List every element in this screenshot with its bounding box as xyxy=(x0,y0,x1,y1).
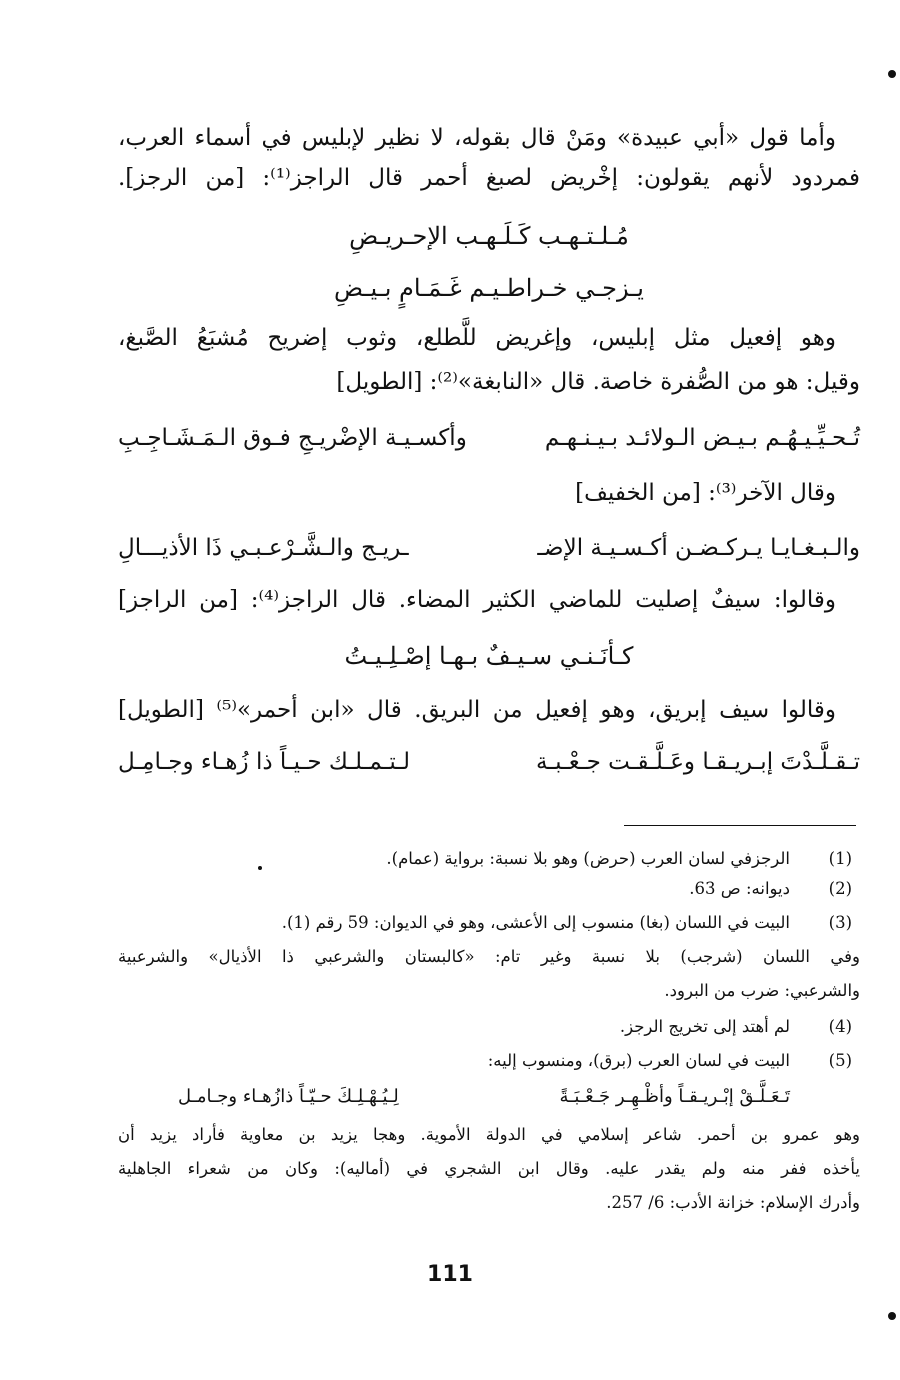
footnote-number: (2) xyxy=(828,879,852,898)
paragraph-line: وقيل: هو من الصُّفرة خاصة. قال «النابغة»⁽²⁾: [الطويل] xyxy=(336,369,860,395)
footnote-text: الرجزفي لسان العرب (حرض) وهو بلا نسبة: برواية (عمام). xyxy=(386,849,790,868)
paragraph-line: وقالوا سيف إبريق، وهو إفعيل من البريق. قال «ابن أحمر»⁽⁵⁾ [الطويل] xyxy=(118,697,837,723)
footnote-continuation: وفي اللسان (شرجب) بلا نسبة وغير تام: «كالبستان والشرعبي ذا الأذيال» والشرعبية xyxy=(118,947,860,966)
verse-first-hemistich: تُـحـيِّـيـهُـم بـيـض الـولائـد بـيـنـهـم xyxy=(544,425,860,451)
footnote-number: (4) xyxy=(828,1017,852,1036)
scan-mark xyxy=(888,70,896,78)
paragraph-line: وهو إفعيل مثل إبليس، وإغريض للَّطلع، وثوب إضريح مُشبَعُ الصَّبغ، xyxy=(118,325,836,351)
footnote-continuation: والشرعبي: ضرب من البرود. xyxy=(664,981,860,1000)
verse-second-hemistich: وأكسـيـة الإضْريـجِ فـوق الـمَـشَـاجِـبِ xyxy=(118,425,467,451)
verse-second-hemistich: ـريـج والـشَّـرْعـبـي ذَا الأذيـــالِ xyxy=(118,535,409,561)
paragraph-line: وقالوا: سيفٌ إصليت للماضي الكثير المضاء. قال الراجز⁽⁴⁾: [من الراجز] xyxy=(118,587,836,613)
verse-line: كـأنَـنـي سـيـفٌ بـهـا إصْـلِـيـتُ xyxy=(344,642,634,670)
footnote-text: البيت في لسان العرب (برق)، ومنسوب إليه: xyxy=(487,1051,790,1070)
paragraph-line: وقال الآخر⁽³⁾: [من الخفيف] xyxy=(575,480,836,506)
footnote-text: البيت في اللسان (بغا) منسوب إلى الأعشى، وهو في الديوان: 59 رقم (1). xyxy=(281,913,790,932)
footnote-number: (5) xyxy=(828,1051,852,1070)
paragraph-line: فمردود لأنهم يقولون: إخْريض لصبغ أحمر قال الراجز⁽¹⁾: [من الرجز]. xyxy=(118,165,860,191)
verse-first-hemistich: تـقـلَّـدْتَ إبـريـقـا وعَـلَّـقـت جـعْـبـة xyxy=(536,749,860,775)
verse-second-hemistich: لِـيُـهْـلِـكَ حـيّـاً ذازُهـاء وجـامـل xyxy=(178,1086,399,1107)
footnote-number: (3) xyxy=(828,913,852,932)
paragraph-line: وأما قول «أبي عبيدة» ومَنْ قال بقوله، لا نظير لإبليس في أسماء العرب، xyxy=(118,125,836,151)
footnote-number: (1) xyxy=(828,849,852,868)
footnote-separator xyxy=(624,825,856,826)
verse-line: مُـلـتـهـب كَـلَـهـب الإحـريـضِ xyxy=(349,222,629,250)
footnote-continuation: وأدرك الإسلام: خزانة الأدب: 6/ 257. xyxy=(606,1193,860,1212)
verse-second-hemistich: لـتـمـلـك حـيـاً ذا زُهـاء وجـامِـل xyxy=(118,749,411,775)
footnote-text: ديوانه: ص 63. xyxy=(689,879,790,898)
page-number: 111 xyxy=(427,1262,473,1287)
verse-line: يـزجـي خـراطـيـم غَـمَـامٍ بـيـضِ xyxy=(334,274,644,302)
verse-first-hemistich: تَـعَـلَّـقْ إبْـريـقـاً وأظْـهِـر جَـعْـبَـةً xyxy=(559,1086,790,1107)
footnote-continuation: وهو عمرو بن أحمر. شاعر إسلامي في الدولة الأموية. وهجا يزيد بن معاوية فأراد يزيد أن xyxy=(118,1125,860,1144)
scan-mark xyxy=(888,1312,896,1320)
footnote-continuation: يأخذه ففر منه ولم يقدر عليه. وقال ابن الشجري في (أماليه): وكان من شعراء الجاهلية xyxy=(118,1159,860,1178)
verse-first-hemistich: والـبـغـايـا يـركـضـن أكـسـيـة الإضـ xyxy=(537,535,860,561)
footnote-text: لم أهتد إلى تخريج الرجز. xyxy=(619,1017,790,1036)
scan-speck xyxy=(258,866,262,870)
